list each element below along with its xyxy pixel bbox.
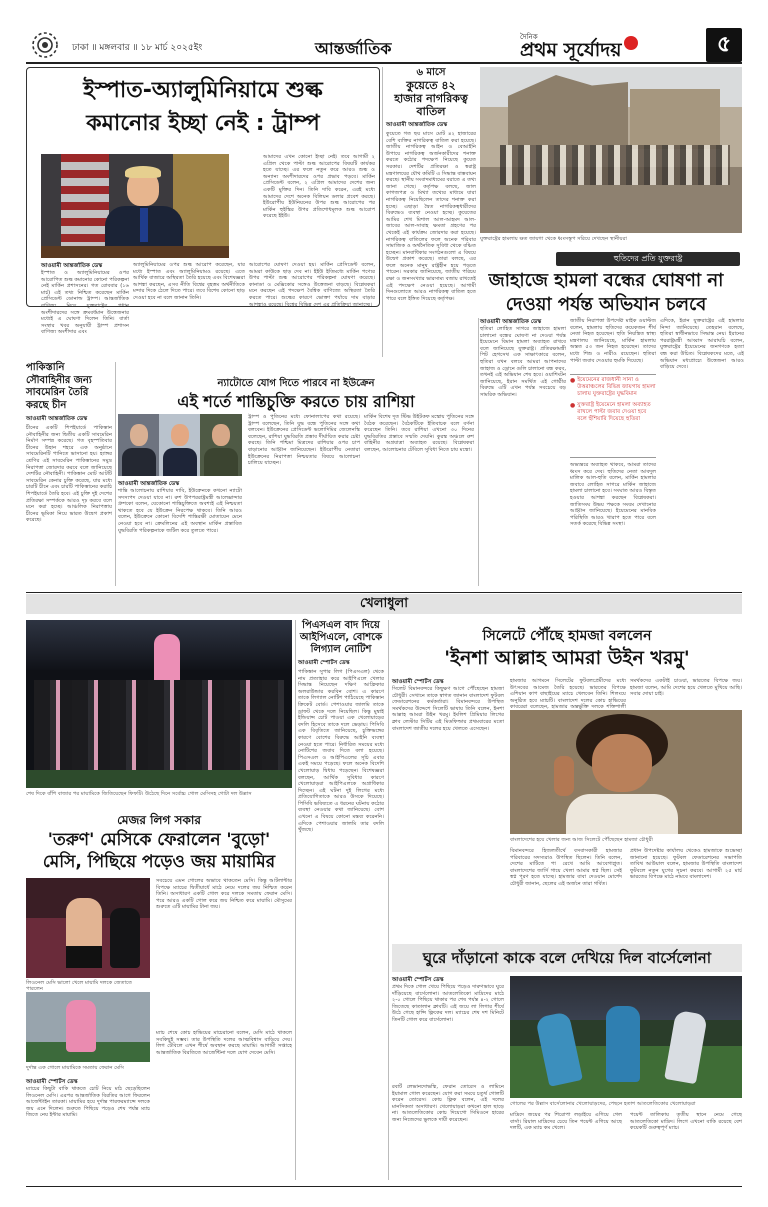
players-row (34, 680, 284, 770)
barca-body-3: মাদ্রিদে জয়ের পর শিরোপা লড়াইয়ে এগিয়ে গেল বার্সা। রিয়াল মাদ্রিদের চেয়ে তিন পয়েন্ট এগিয়ে আছে দলটি, এক ম্যাচ কম খেলে। (510, 1112, 622, 1132)
trump-body-mid: আমাদের এখন কোনো ইচ্ছা নেই। তবে আগামী ২ এপ্রিল থেকে পাল্টা শুল্ক আরোপের বিষয়টি কার্যকর হতে যাচ্ছে। এর ফলে নতুন করে আরও শুল্ক ও অন্যান্য অংশীদারদের ওপর প্রভাব পড়বে। মার্কিন প্রেসিডেন্ট বলেন, ২ এপ্রিল আমাদের দেশের জন্য একটি মুক্তির দিন। তিনি দাবি করেন, এরই মধ্যে আমাদের দেশে অনেক বিলিয়ন ডলার প্রবেশ করছে। ইউরোপীয় ইউনিয়নের উপর শুল্ক আরোপের পর মার্কিন হুইস্কির উপর প্রতিশোধমূলক শুল্ক আরোপ করেছে ইইউ। (263, 154, 375, 220)
page-number-box (706, 28, 742, 62)
pakistan-byline: আওয়ামী আন্তর্জাতিক ডেস্ক (26, 416, 88, 422)
trump-headline-2: কমানোর ইচ্ছা নেই : ট্রাম্প (86, 111, 320, 136)
sports-section-title: খেলাধুলা (359, 596, 408, 611)
trump-byline: আওয়ামী আন্তর্জাতিক ডেস্ক (41, 263, 103, 269)
person-hair (125, 166, 161, 178)
barca-body-4: পয়েন্ট তালিকায় তৃতীয় স্থানে নেমে গেছে আতলেতিকো মাদ্রিদ। লিগে এখনো বাকি রয়েছে বেশ কয়েকটি গুরুত্বপূর্ণ ম্যাচ। (630, 1112, 742, 1132)
putin-face (130, 424, 148, 446)
column-rule (478, 318, 479, 586)
bullet-icon: ● (570, 377, 576, 384)
yemen-kicker-band (556, 252, 740, 266)
yemen-body-4: এদিকে, ইরান যুক্তরাষ্ট্রের এই হামলার নিন্দা জানিয়েছে। তেহরান বলেছে, হুতিরা স্বাধীনভাবে সিদ্ধান্ত নেয়। ইরানের পররাষ্ট্রমন্ত্রী আব্বাস আরাঘচি বলেন, যুক্তরাষ্ট্রের ইয়েমেনের জনগণকে হত্যা বন্ধ করা উচিত। বিশ্লেষকদের মতে, এই অভিযান মধ্যপ্রাচ্যে উত্তেজনা আরও বাড়িয়ে দেবে। (660, 318, 744, 371)
trump-small-photo (159, 414, 200, 476)
messi-photo-2 (26, 878, 150, 978)
barca-body-2: রবার্ট লেভানদোভস্কি, ফেরান তোরেস ও লামিনে ইয়ামাল গোল করেছেন। যোগ করা সময়ে চতুর্থ গোলটি করেন তোরেস। কোচ ফ্লিক বলেন, এই দলের মানসিকতা অসাধারণ। খেলোয়াড়রা কখনো হাল ছাড়ে না। আতলেতিকোর কোচ দিয়েগো সিমিওনে হারের জন্য নিজেদের ভুলকে দায়ী করেছেন। (392, 1084, 504, 1123)
pullquote-2 (570, 402, 656, 423)
psl-story (298, 620, 384, 1180)
yemen-byline: আওয়ামী আন্তর্জাতিক ডেস্ক (480, 319, 542, 325)
putin-photo (118, 414, 159, 476)
barca-photo (510, 976, 742, 1098)
yemen-body-1: হুতিরা লোহিত সাগরে জাহাজে হামলা চালানো বন্ধের ঘোষণা না দেওয়া পর্যন্ত ইয়েমেনে বিমান হামলা অব্যাহত রাখবে বলে জানিয়েছে যুক্তরাষ্ট্র। প্রতিরক্ষামন্ত্রী পিট হেগসেথ এক সাক্ষাৎকারে বলেন, হুতিরা যখন বলবে আমরা আপনাদের জাহাজ ও ড্রোনে গুলি চালানো বন্ধ করব, তখনই এই অভিযান শেষ হবে। ওয়াশিংটন জানিয়েছে, ইরান সমর্থিত এই গোষ্ঠীর বিরুদ্ধে এটি এখন পর্যন্ত সবচেয়ে বড় সামরিক অভিযান। (480, 326, 566, 398)
masthead (0, 0, 768, 64)
messi-byline: আওয়ামী স্পোর্টস ডেস্ক (26, 1079, 78, 1085)
messi-photo-caption: শেষ দিকে বাঁশি বাজার পর মায়ামিকে জিতিয়েছেন ফিফটি। উঠেছে দিনে সর্বোচ্চ গোল মেসিসহ গোটা দল উল্লাস (26, 791, 252, 797)
yemen-photo (480, 67, 742, 233)
page-bottom-rule (26, 1186, 742, 1187)
yemen-headline-1: জাহাজে হামলা বন্ধের ঘোষণা না (488, 270, 724, 291)
psl-headline-3: লিগ্যাল নোটিশ (310, 644, 372, 655)
sports-band (26, 594, 742, 614)
column-rule (388, 620, 389, 1180)
yemen-headline-2: দেওয়া পর্যন্ত অভিযান চলবে (505, 294, 707, 315)
crowd (500, 145, 730, 185)
messi-photo-3 (26, 992, 150, 1062)
trump-photo (41, 154, 229, 258)
russia-body-3: মার্কিন বিশেষ দূত স্টিভ উইটকফ মস্কোয় পুতিনের সঙ্গে বৈঠক করেছেন। বৈঠকটিকে ইতিবাচক বলে বর্ণনা করেছেন তিনি। তবে রাশিয়া এখনো ৩০ দিনের যুদ্ধবিরতির প্রস্তাবে সম্মতি দেয়নি। কুরস্ক অঞ্চলে রুশ বাহিনীর অগ্রযাত্রা অব্যাহত রয়েছে। বিশ্লেষকরা বলছেন, আলোচনার টেবিলে সুবিধা নিতে চায় মস্কো। (364, 414, 474, 453)
kuwait-byline: আওয়ামী আন্তর্জাতিক ডেস্ক (386, 122, 448, 128)
russia-kicker: ন্যাটোতে যোগ দিতে পারবে না ইউক্রেন (217, 378, 375, 389)
masthead-rule (26, 62, 742, 64)
person-tie (140, 208, 148, 242)
trump-body-left: ইস্পাত ও অ্যালুমিনিয়ামের ওপর আরোপিত শুল্ক কমানোর কোনো পরিকল্পনা নেই মার্কিন প্রশাসনের। গত রোববার (১৬ মার্চ) এই তথ্য নিশ্চিত করেছেন মার্কিন প্রেসিডেন্ট ডোনাল্ড ট্রাম্প। আন্তর্জাতিক বাণিজ্য নিয়ে যুক্তরাষ্ট্রের প্রধান অংশীদারদের সঙ্গে ক্রমবর্ধমান উত্তেজনার মধ্যেই এ ঘোষণা দিলেন তিনি। বার্তা সংস্থার খবর অনুযায়ী ট্রাম্প প্রশাসন বাণিজ্য অংশীদার এবং (41, 270, 129, 336)
kuwait-headline-2: হাজার নাগরিকত্ব (394, 92, 468, 105)
zelensky-face (212, 424, 230, 446)
russia-photo (118, 414, 242, 476)
pitch (26, 770, 292, 788)
messi-photo (26, 620, 292, 788)
hamza-body-5: প্রধান উপদেষ্টার কার্যালয় থেকেও হামজাকে শুভেচ্ছা জানানো হয়েছে। ফুটবল ফেডারেশনের সভাপতি তাবিথ আউয়াল বলেন, হামজার উপস্থিতি বাংলাদেশ ফুটবলে নতুন যুগের সূচনা করবে। আগামী ২৫ মার্চ ভারতের বিপক্ষে মাঠে নামবে বাংলাদেশ। (630, 848, 742, 881)
barca-headline-box (392, 944, 742, 972)
messi-headline-2: মেসি, পিছিয়ে পড়েও জয় মায়ামির (42, 852, 276, 872)
hamza-headline: 'ইনশা আল্লাহ আমরা উইন খরমু' (444, 647, 690, 669)
yemen-body-3: অভ্যন্তরে অব্যাহত থাকবে, আমরা তাদের ধ্বংস করে দেব। হুতিদের নেতা আবদুল মালিক আল-হুতি বলেন, মার্কিন হামলার জবাবে লোহিত সাগরে মার্কিন জাহাজে হামলা চালানো হবে। সংঘাত আরও বিস্তৃত হওয়ার আশঙ্কা করছেন বিশ্লেষকরা। জাতিসংঘ উভয় পক্ষকে সংযম দেখানোর আহ্বান জানিয়েছে। ইয়েমেনের মানবিক পরিস্থিতি আরও খারাপ হতে পারে বলে সতর্ক করেছে বিভিন্ন সংস্থা। (570, 462, 656, 528)
pullquote-2-text: যুক্তরাষ্ট্র ইয়েমেনে হামলা অব্যাহত রাখলে পাল্টা জবাব দেওয়া হবে বলে হুঁশিয়ারি দিয়েছে হুতিরা (577, 402, 651, 422)
hamza-body-2: হামজার আগমনে সিলেটের ফুটবলপ্রেমীদের মধ্যে উৎসবের আমেজ তৈরি হয়েছে। ভারতের বিপক্ষে এশিয়ান কাপ বাছাইয়ের ম্যাচে খেলবেন তিনি। শিলংয়ে অনুষ্ঠিত হবে ম্যাচটি। বাংলাদেশ দলের কোচ হাভিয়ের কাবরেরা বলেছেন, হামজার অন্তর্ভুক্তি দলকে শক্তিশালী (510, 678, 626, 711)
pullquote-1-text: ইয়েমেনের রাজধানী সানা ও উত্তরাঞ্চলের বিভিন্ন জায়গায় হামলা চালায় যুক্তরাষ্ট্রের যুদ্ধবিমান (577, 377, 656, 397)
messi-body-1: ম্যাচের কিছুটা বাকি থাকতে চোট নিয়ে মাঠ ছেড়েছিলেন লিওনেল মেসি। এরপর আন্তর্জাতিক বিরতির আগে ফিরলেন আর্জেন্টাইন তারকা। মায়ামির হয়ে দুর্দান্ত পারফরম্যান্সে দলকে জয় এনে দিলেন। শুরুতে পিছিয়ে পড়েও শেষ পর্যন্ত ম্যাচ জিতে নেয় ইন্টার মায়ামি। (26, 1086, 150, 1119)
messi-photo-3-caption: দুর্দান্ত এক গোলে মায়ামিকে সমতায় ফেরান মেসি (26, 1065, 124, 1071)
hamza-kicker: সিলেটে পৌঁছে হামজা বললেন (482, 628, 652, 644)
barca-byline: আওয়ামী স্পোর্টস ডেস্ক (392, 977, 444, 983)
dateline: ঢাকা ॥ মঙ্গলবার ॥ ১৮ মার্চ ২০২৫ইং (72, 43, 203, 53)
kuwait-headline-3: বাতিল (416, 105, 446, 118)
ornament-icon (28, 28, 62, 62)
bullet-icon: ● (570, 402, 576, 409)
section-title: আন্তর্জাতিক (315, 39, 392, 58)
pakistan-body: চীনের একটি শিপইয়ার্ডে পাকিস্তান নৌবাহিনীর জন্য দ্বিতীয় একটি সাবমেরিন নির্মাণ সম্পন্ন করেছে। গত বৃহস্পতিবার চীনের উহান শহরে এক অনুষ্ঠানে সাবমেরিনটি পানিতে ভাসানো হয়। হ্যাঙ্গর শ্রেণির এই সাবমেরিন পাকিস্তানের সমুদ্র নিরাপত্তা জোরদার করবে বলে জানিয়েছে দেশটির নৌবাহিনী। পাকিস্তান মোট আটটি সাবমেরিন কেনার চুক্তি করেছে, যার মধ্যে চারটি চীনে এবং চারটি পাকিস্তানের করাচি শিপইয়ার্ডে তৈরি হবে। এই চুক্তি দুই দেশের প্রতিরক্ষা সম্পর্ককে আরও দৃঢ় করবে বলে মনে করা হচ্ছে। আঞ্চলিক নিরাপত্তায় চীনের ভূমিকা নিয়ে ভারত উদ্বেগ প্রকাশ করেছে। (26, 425, 112, 524)
trump-headline-1: ইস্পাত-অ্যালুমিনিয়ামে শুল্ক (83, 78, 323, 103)
hamza-face (592, 734, 652, 792)
trump-small-suit (163, 448, 197, 476)
trump-body-bottom: অ্যালুমিনিয়ামের ওপর শুল্ক আরোপ করেছেন, যার মধ্যে ইস্পাত এবং অ্যালুমিনিয়ামও রয়েছে। এতে আর্থিক বাজারে অস্থিরতা তৈরি হয়েছে এবং বিশেষজ্ঞরা আশঙ্কা করছেন, এসব নীতি বিশ্বের বৃহত্তম অর্থনীতিকে মন্দার দিকে ঠেলে দিতে পারে। তবে বিশেষ কোনো ছাড় দেওয়া হবে না বলে জানান তিনি। (133, 262, 245, 301)
yemen-pullquote (570, 374, 656, 458)
paper-small: দৈনিক (520, 33, 538, 41)
column-rule (115, 362, 116, 586)
putin-suit (122, 448, 156, 476)
column-rule (382, 67, 383, 357)
zelensky-shirt (204, 448, 238, 476)
sports-top-rule (26, 592, 742, 593)
messi-body-3: ম্যাচ শেষে কোচ হাভিয়ের মাচেরানো বলেন, মেসি মাঠে থাকলে সবকিছুই সম্ভব। তার উপস্থিতি দলের আত্মবিশ্বাস বাড়িয়ে দেয়। লিগ টেবিলে এখন শীর্ষে অবস্থান করছে মায়ামি। আগামী সপ্তাহে আন্তর্জাতিক বিরতিতে আর্জেন্টিনা দলে যোগ দেবেন মেসি। (156, 1030, 292, 1056)
yemen-body-2: জাতীয় নিরাপত্তা উপদেষ্টা মাইক ওয়াল্টজ বলেন, হামলায় হুতিদের কয়েকজন শীর্ষ নেতা নিহত হয়েছেন। হুতি নিয়ন্ত্রিত স্বাস্থ্য মন্ত্রণালয় জানিয়েছে, মার্কিন হামলায় অন্তত ৫৩ জন নিহত হয়েছেন। তাদের মধ্যে শিশু ও নারীও রয়েছেন। হুতিরা পাল্টা জবাব দেওয়ার হুমকি দিয়েছে। (570, 318, 656, 364)
desk (41, 246, 229, 258)
building-2 (630, 89, 720, 149)
trump-story (26, 67, 380, 336)
pakistan-story (26, 362, 112, 586)
barca-photo-caption: গোলের পর উল্লাস বার্সেলোনার খেলোয়াড়দের, পেছনে হতাশ আতলেতিকোর খেলোয়াড়রা (510, 1101, 696, 1107)
hamza-body-3: সমর্থকদের একটাই চাওয়া, ভারতের বিপক্ষে জয়। হামজা বলেন, আমি দেশের হয়ে খেলতে মুখিয়ে আছি। সবার দোয়া চাই। (630, 678, 742, 698)
russia-body-1: শান্তি আলোচনায় রাশিয়ার দাবি, ইউক্রেনকে কখনো ন্যাটো সদস্যপদ দেওয়া যাবে না। রুশ উপপররাষ্ট্রমন্ত্রী আলেক্সান্দার গ্রুশকো বলেন, যেকোনো শান্তিচুক্তিতে অবশ্যই এই নিশ্চয়তা থাকতে হবে যে ইউক্রেন নিরপেক্ষ থাকবে। তিনি আরও বলেন, ইউক্রেনে কোনো বিদেশি শান্তিরক্ষী মোতায়েন মেনে নেওয়া হবে না। ক্রেমলিনের এই অবস্থান মার্কিন প্রস্তাবিত যুদ্ধবিরতি পরিকল্পনাকে জটিল করে তুলতে পারে। (118, 488, 242, 534)
messi-kicker: মেজর লিগ সকার (117, 813, 201, 827)
hamza-photo (510, 710, 742, 834)
column-rule (295, 620, 296, 1180)
paper-logo (520, 36, 700, 64)
messi-kick (66, 1000, 96, 1052)
yemen-photo-caption: যুক্তরাষ্ট্রের হামলায় ক্ষত জায়গা থেকে ধ্বংসস্তূপ সরিয়ে দেখছেন স্থানীয়রা (480, 236, 627, 242)
psl-headline-2: আইপিএলে, বোশকে (299, 632, 383, 643)
messi-photo-2-caption: লিওনেল মেসি ভালো খেলে মায়ামি দলকে জেতাতে পারলেন (26, 980, 133, 993)
barca-headline: ঘুরে দাঁড়ানো কাকে বলে দেখিয়ে দিল বার্সেলোনা (422, 949, 712, 967)
messi-headline-1: 'তরুণ' মেসিকে ফেরালেন 'বুড়ো' (47, 830, 271, 850)
zelensky-photo (200, 414, 242, 476)
russia-body-2: ট্রাম্প ও পুতিনের মধ্যে ফোনালাপের কথা রয়েছে। ট্রাম্প বলেছেন, তিনি যুদ্ধ বন্ধে পুতিনের সঙ্গে কথা বলবেন। ইউক্রেনের প্রেসিডেন্ট ভলোদিমির জেলেনস্কি বলেছেন, রাশিয়া যুদ্ধবিরতি প্রস্তাব দীর্ঘায়িত করার চেষ্টা করছে। তিনি পশ্চিমা মিত্রদের রাশিয়ার ওপর চাপ বাড়ানোর আহ্বান জানিয়েছেন। ইউরোপীয় নেতারা ইউক্রেনের নিরাপত্তা নিশ্চয়তার বিষয়ে আলোচনা চালিয়ে যাচ্ছেন। (248, 414, 360, 467)
player-2 (606, 1006, 640, 1082)
kuwait-kicker: ৬ মাসে (416, 67, 446, 78)
sun-icon (624, 36, 638, 50)
messi-body-2: সবচেয়ে এমন গোলের অভাবে থাকতেন মেসি। কিন্তু আটলান্টার বিপক্ষে ম্যাচের দ্বিতীয়ার্ধে মাঠে নেমে দলের জয় নিশ্চিত করেন তিনি। অসাধারণ একটি গোল করে দলকে সমতায় ফেরান মেসি। পরে আরও একটি গোল করে জয় নিশ্চিত করে মায়ামি। মৌসুমের শুরুতে এটি মায়ামির টানা জয়। (156, 878, 292, 911)
hamza-photo-caption: বাংলাদেশের হয়ে খেলার জন্য আজ সিলেটে পৌঁছেছেন হামজা চৌধুরী (510, 837, 653, 843)
kuwait-headline-1: কুয়েতে ৪২ (406, 79, 456, 92)
teammate (110, 908, 140, 968)
kuwait-body: কুয়েতে গত ছয় মাসে মোট ৪২ হাজারের বেশি ব্যক্তির নাগরিকত্ব বাতিল করা হয়েছে। জাতীয় নাগরিকত্ব আইন ও বেআইনি উপায়ে নাগরিকত্ব অর্জনকারীদের শনাক্ত করতে কঠোর পদক্ষেপ নিয়েছে কুয়েত সরকার। দেশটির প্রতিরক্ষা ও স্বরাষ্ট্র মন্ত্রণালয়ের যৌথ কমিটি এ সিদ্ধান্ত বাস্তবায়ন করছে। স্থানীয় সংবাদমাধ্যমের বরাতে এ তথ্য জানা গেছে। কর্তৃপক্ষ বলছে, জাল কাগজপত্র ও মিথ্যা তথ্যের মাধ্যমে যারা নাগরিকত্ব নিয়েছিলেন তাদের শনাক্ত করা হচ্ছে। এছাড়া দ্বৈত নাগরিকত্বধারীদের বিরুদ্ধেও ব্যবস্থা নেওয়া হচ্ছে। কুয়েতের আমির শেখ মিশাল আল-আহমদ আল-জাবের আল-সাবাহ ক্ষমতা গ্রহণের পর থেকেই এই কার্যক্রম জোরদার করা হয়েছে। নাগরিকত্ব বাতিলের ফলে অনেক পরিবার সামাজিক ও অর্থনৈতিক সুবিধা থেকে বঞ্চিত হচ্ছেন। মানবাধিকার সংগঠনগুলো এ বিষয়ে উদ্বেগ প্রকাশ করেছে। তারা বলছে, এর ফলে অনেক মানুষ রাষ্ট্রহীন হয়ে পড়তে পারেন। সরকার জানিয়েছে, জাতীয় পরিচয় রক্ষা ও জনসংখ্যার ভারসাম্য বজায় রাখতেই এই পদক্ষেপ নেওয়া হয়েছে। আগামী দিনগুলোতে আরও নাগরিকত্ব বাতিল হতে পারে বলে ইঙ্গিত দিয়েছে কর্তৃপক্ষ। (386, 131, 476, 302)
hamza-body-1: সিলেট বিমানবন্দরে কিছুক্ষণ আগে পৌঁছেছেন হামজা চৌধুরী। সেখানে তাকে স্বাগত জানান বাংলাদেশ ফুটবল ফেডারেশনের কর্মকর্তারা। বিমানবন্দরে উপস্থিত সমর্থকদের উদ্দেশে সিলেটি ভাষায় তিনি বলেন, ইনশা আল্লাহ আমরা উইন খরমু। ইংলিশ প্রিমিয়ার লিগের ক্লাব লেস্টার সিটির এই মিডফিল্ডার প্রথমবারের মতো বাংলাদেশ জাতীয় দলের হয়ে খেলতে এসেছেন। (392, 686, 504, 732)
hamza-body-4: বিমানবন্দরে হিজলতীর্থে বসবাসকারী হামজার পরিবারের সদস্যরাও উপস্থিত ছিলেন। তিনি বলেন, দেশের মাটিতে পা রেখে আমি আবেগাপ্লুত। বাংলাদেশের জার্সি গায়ে খেলা আমার স্বপ্ন ছিল। সেই স্বপ্ন পূরণ হতে যাচ্ছে। হামজার বাবা দেওয়ান মোর্শেদ চৌধুরী জানান, ছেলের এই অর্জনে তারা গর্বিত। (510, 848, 622, 887)
yemen-kicker: হুতিদের প্রতি যুক্তরাষ্ট্র (613, 254, 683, 263)
hamza-byline: আওয়ামী স্পোর্টস ডেস্ক (392, 679, 444, 685)
page-number: ৫ (716, 32, 732, 57)
trump-small-face (171, 424, 189, 446)
hamza-shirt (566, 794, 678, 834)
pullquote-1 (570, 377, 656, 398)
barca-body-1: প্রথম দিকে গোল খেয়ে পিছিয়ে পড়েও দারুণভাবে ঘুরে দাঁড়িয়েছে বার্সেলোনা। আতলেতিকো মাদ্রিদের মাঠে ২-০ গোলে পিছিয়ে থাকার পর শেষ পর্যন্ত ৪-২ গোলে জিতেছে কাতালান ক্লাবটি। এই জয়ে লা লিগার শীর্ষে উঠে গেছে হান্সি ফ্লিকের দল। ম্যাচের শেষ দশ মিনিটে তিনটি গোল করে বার্সেলোনা। (392, 984, 504, 1023)
shorts (66, 946, 102, 968)
flag-stripes (61, 154, 109, 258)
kuwait-story (386, 67, 476, 373)
psl-headline-1: পিএসএল বাদ দিয়ে (302, 620, 380, 631)
russia-byline: আওয়ামী আন্তর্জাতিক ডেস্ক (118, 481, 180, 487)
paper-name: প্রথম সূর্যোদয় (520, 39, 622, 61)
trump-body-right: আরোপের ঘোষণা দেওয়া হয়। মার্কিন প্রেসিডেন্ট বলেন, আমরা কাউকে ছাড় দেব না। ইইউ ইতিমধ্যে মার্কিন পণ্যের উপর পাল্টা শুল্ক আরোপের পরিকল্পনা ঘোষণা করেছে। কানাডা ও মেক্সিকোর সঙ্গেও উত্তেজনা বাড়ছে। বিশ্লেষকরা মনে করছেন এই পদক্ষেপ বৈশ্বিক বাণিজ্যে অস্থিরতা তৈরি করতে পারে। শুল্কের কারণে ভোক্তা পর্যায়ে দাম বাড়ার আশঙ্কাও রয়েছে। বিশ্বের বিভিন্ন দেশ এর প্রতিক্রিয়া জানাচ্ছে। (249, 262, 375, 308)
psl-body: পাকিস্তান সুপার লিগ (পিএসএল) থেকে নাম প্রত্যাহার করে আইপিএলে খেলার সিদ্ধান্ত নিয়েছেন দক্ষিণ আফ্রিকার অলরাউন্ডার করবিন বোশ। এ কারণে তাকে লিগ্যাল নোটিশ পাঠিয়েছে পাকিস্তান ক্রিকেট বোর্ড। পেশাওয়ার জালমি তাকে ড্রাফট থেকে দলে নিয়েছিল। কিন্তু মুম্বাই ইন্ডিয়ান্স চোট পাওয়া এক খেলোয়াড়ের বদলি হিসেবে তাকে দলে ভেড়ায়। পিসিবি এক বিবৃতিতে জানিয়েছে, চুক্তিভঙ্গের কারণে বোশের বিরুদ্ধে আইনি ব্যবস্থা নেওয়া হতে পারে। নির্ধারিত সময়ের মধ্যে নোটিশের জবাব দিতে বলা হয়েছে। পিএসএল ও আইপিএলের সূচি এবার একই সময়ে পড়েছে। ফলে অনেক বিদেশি খেলোয়াড় দ্বিধায় পড়েছেন। বিশেষজ্ঞরা বলছেন, আর্থিক সুবিধার কারণে খেলোয়াড়রা আইপিএলকে অগ্রাধিকার দিচ্ছেন। এই ঘটনা দুই লিগের মধ্যে প্রতিযোগিতাকে আরও উসকে দিয়েছে। পিসিবি ভবিষ্যতে এ ধরনের ঘটনায় কঠোর ব্যবস্থা নেওয়ার কথা জানিয়েছে। বোশ এখনো এ বিষয়ে কোনো মন্তব্য করেননি। এদিকে পেশাওয়ার জালমি তার বদলি খুঁজছে। (298, 669, 384, 834)
pakistan-headline: পাকিস্তানি সৌবাহিনীর জন্য সাবমেরিন তৈরি করছে চীন (26, 362, 92, 411)
psl-byline: আওয়ামী স্পোর্টস ডেস্ক (298, 660, 350, 666)
victory-hand (554, 756, 574, 796)
russia-headline: এই শর্তে শান্তিচুক্তি করতে চায় রাশিয়া (177, 392, 415, 411)
